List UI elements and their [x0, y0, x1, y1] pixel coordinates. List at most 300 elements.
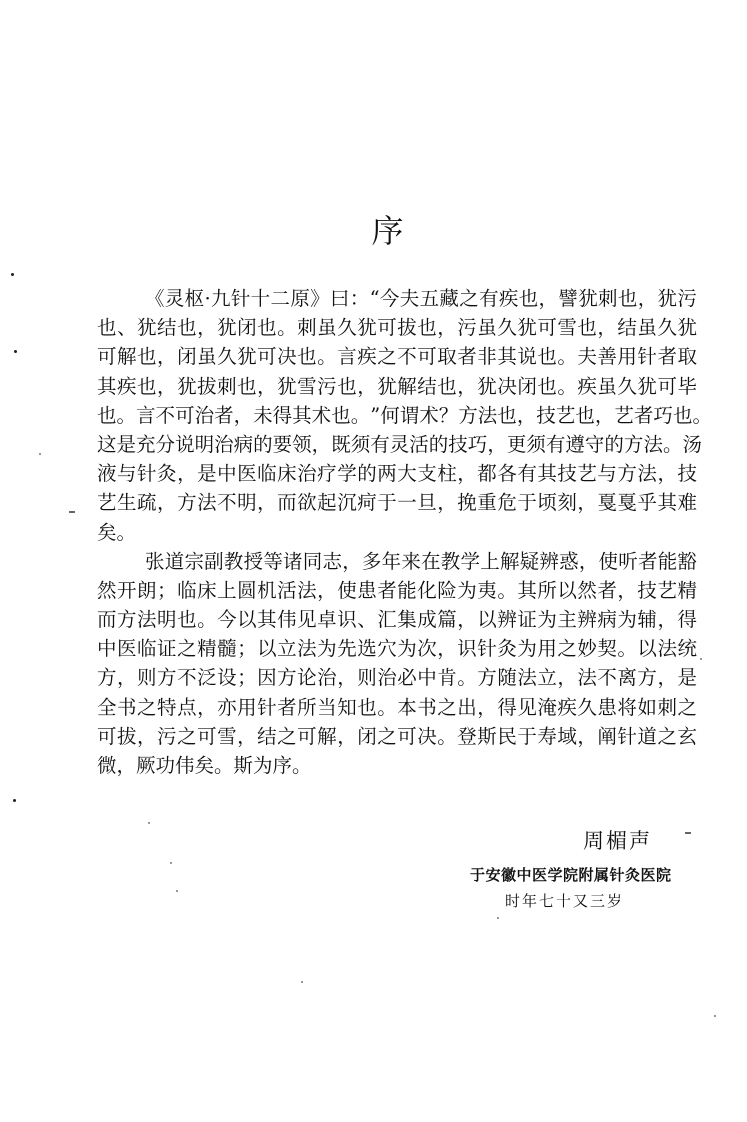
glyph: 出 — [457, 695, 477, 719]
paragraph-1-line-5 — [97, 401, 712, 430]
glyph: 而 — [277, 491, 297, 515]
glyph: 是 — [116, 432, 137, 456]
paragraph-2-line-7 — [97, 722, 697, 751]
glyph: ， — [457, 608, 477, 632]
glyph: 今 — [217, 608, 237, 632]
paragraph-1-line-4 — [97, 372, 697, 401]
glyph: 说 — [517, 345, 537, 369]
glyph: 危 — [497, 491, 517, 515]
glyph: 有 — [517, 462, 537, 486]
glyph: 豁 — [677, 549, 697, 573]
glyph: 授 — [243, 549, 264, 573]
glyph: 久 — [577, 695, 597, 719]
glyph: 闭 — [177, 345, 197, 369]
glyph: 可 — [417, 345, 437, 369]
paragraph-1-line-9 — [97, 518, 697, 547]
glyph: 特 — [157, 695, 177, 719]
glyph: 犹 — [177, 374, 197, 398]
glyph: 为 — [317, 637, 337, 661]
glyph: 化 — [417, 578, 437, 602]
glyph: 技 — [557, 462, 577, 486]
glyph: 是 — [197, 462, 217, 486]
glyph: 疏 — [137, 491, 157, 515]
glyph: 法 — [197, 491, 217, 515]
glyph: 教 — [223, 549, 244, 573]
glyph: 因 — [257, 666, 277, 690]
glyph: 曰 — [329, 287, 350, 310]
glyph: 疾 — [557, 695, 577, 719]
glyph: 张 — [145, 549, 165, 573]
glyph: 明 — [194, 432, 215, 456]
glyph: 解 — [317, 724, 337, 748]
glyph: 所 — [537, 578, 557, 602]
glyph: 之 — [177, 637, 197, 661]
glyph: 能 — [397, 578, 417, 602]
glyph: 上 — [217, 578, 237, 602]
glyph: 辨 — [577, 608, 597, 632]
glyph: 灵 — [389, 432, 410, 456]
glyph: 疑 — [519, 549, 540, 573]
glyph: 犹 — [517, 316, 537, 340]
glyph: 乎 — [637, 491, 657, 515]
glyph: 虽 — [317, 316, 337, 340]
glyph: 闭 — [237, 316, 257, 340]
scan-speck — [14, 350, 17, 353]
paragraph-1-line-1 — [97, 284, 697, 313]
glyph: ： — [349, 287, 370, 310]
glyph: 疾 — [117, 374, 137, 398]
glyph: 《 — [145, 287, 165, 310]
glyph: 可 — [257, 345, 277, 369]
glyph: 离 — [617, 666, 637, 690]
glyph: 道 — [637, 724, 657, 748]
glyph: 为 — [397, 637, 417, 661]
glyph: ， — [437, 491, 457, 515]
glyph: 者 — [633, 403, 654, 427]
glyph: 学 — [337, 462, 357, 486]
glyph: 久 — [337, 316, 357, 340]
scan-speck — [11, 273, 14, 276]
glyph: 机 — [257, 578, 277, 602]
glyph: 技 — [448, 432, 468, 456]
glyph: 其 — [257, 608, 277, 632]
glyph: 如 — [637, 695, 657, 719]
glyph: 闭 — [517, 374, 537, 398]
glyph: 拔 — [397, 316, 417, 340]
glyph: ， — [557, 666, 577, 690]
glyph: 识 — [337, 608, 357, 632]
glyph: 的 — [604, 432, 624, 456]
glyph: 之 — [657, 724, 677, 748]
scan-speck — [714, 1015, 716, 1017]
paragraph-2-line-2 — [97, 576, 697, 605]
glyph: ， — [317, 578, 337, 602]
glyph: 解 — [117, 345, 137, 369]
glyph: ， — [637, 287, 658, 310]
glyph: 篇 — [437, 608, 457, 632]
glyph: 可 — [657, 374, 677, 398]
glyph: 。 — [197, 608, 217, 632]
glyph: 必 — [397, 666, 417, 690]
glyph: 顷 — [537, 491, 557, 515]
glyph: 而 — [97, 608, 117, 632]
glyph: 犹 — [277, 374, 297, 398]
glyph: 志 — [322, 549, 342, 573]
glyph: ， — [157, 345, 177, 369]
glyph: 使 — [337, 578, 357, 602]
glyph: 为 — [537, 608, 557, 632]
glyph: 之 — [459, 287, 479, 310]
glyph: 犹 — [637, 374, 657, 398]
scan-speck — [176, 890, 178, 892]
scan-speck — [700, 658, 702, 660]
glyph: 得 — [497, 695, 517, 719]
glyph: 辅 — [637, 608, 657, 632]
glyph: 可 — [537, 316, 557, 340]
glyph: ？ — [438, 403, 459, 427]
glyph: 灵 — [164, 287, 185, 310]
glyph: 床 — [277, 462, 297, 486]
glyph: 枢 — [184, 287, 205, 310]
author-name: 周楣声 — [583, 829, 652, 853]
glyph: 、 — [357, 608, 377, 632]
glyph: 则 — [357, 666, 377, 690]
glyph: 。 — [557, 374, 577, 398]
glyph: 各 — [497, 462, 517, 486]
glyph: 方 — [177, 491, 197, 515]
glyph: 刻 — [557, 491, 577, 515]
glyph: 书 — [117, 695, 137, 719]
glyph: 法 — [477, 403, 498, 427]
glyph: ， — [538, 287, 559, 310]
glyph: 以 — [257, 637, 277, 661]
glyph: 阐 — [597, 724, 617, 748]
glyph: 艺 — [577, 462, 597, 486]
glyph: 之 — [437, 695, 457, 719]
scan-speck — [13, 799, 16, 802]
glyph: 是 — [677, 666, 697, 690]
glyph: 伟 — [277, 608, 297, 632]
glyph: 识 — [457, 637, 477, 661]
glyph: 污 — [317, 374, 337, 398]
glyph: 譬 — [558, 287, 578, 310]
glyph: 开 — [117, 578, 137, 602]
glyph: 九 — [211, 287, 231, 310]
glyph: 针 — [477, 637, 497, 661]
glyph: 都 — [477, 462, 497, 486]
glyph: ， — [594, 403, 615, 427]
glyph: 何 — [380, 403, 400, 427]
scan-speck — [170, 862, 172, 864]
glyph: 说 — [175, 432, 195, 456]
scan-speck — [301, 981, 303, 983]
glyph: 方 — [623, 432, 644, 456]
paragraph-2-line-4 — [97, 634, 697, 663]
glyph: 拔 — [117, 724, 137, 748]
glyph: 治 — [214, 432, 234, 456]
glyph: 这 — [97, 432, 117, 456]
glyph: ， — [657, 462, 677, 486]
glyph: 立 — [537, 666, 557, 690]
glyph: 先 — [337, 637, 357, 661]
glyph: 拔 — [197, 374, 217, 398]
glyph: 犹 — [578, 287, 598, 310]
glyph: 成 — [417, 608, 437, 632]
glyph: 其 — [497, 345, 517, 369]
glyph: 中 — [417, 666, 437, 690]
glyph: 虽 — [197, 345, 217, 369]
glyph: 可 — [197, 724, 217, 748]
glyph: 方 — [617, 462, 637, 486]
glyph: 为 — [457, 578, 477, 602]
glyph: 善 — [597, 345, 617, 369]
glyph: 戛 — [597, 491, 617, 515]
glyph: 临 — [177, 578, 197, 602]
glyph: 于 — [377, 491, 397, 515]
glyph: 刺 — [657, 695, 677, 719]
glyph: 也 — [97, 316, 117, 340]
glyph: 遵 — [565, 432, 585, 456]
scan-speck — [685, 832, 691, 834]
glyph: 艺 — [657, 578, 677, 602]
glyph: 也 — [237, 374, 257, 398]
glyph: 之 — [377, 345, 397, 369]
glyph: 。 — [457, 666, 477, 690]
glyph: 疗 — [317, 462, 337, 486]
glyph: 明 — [157, 608, 177, 632]
glyph: 原 — [290, 287, 310, 310]
glyph: 肯 — [437, 666, 457, 690]
glyph: ， — [577, 491, 597, 515]
glyph: 为 — [617, 608, 637, 632]
glyph: 医 — [117, 637, 137, 661]
glyph: 者 — [277, 695, 297, 719]
glyph: 虽 — [637, 316, 657, 340]
paragraph-2-line-1 — [97, 547, 697, 576]
glyph: 当 — [317, 695, 337, 719]
glyph: 术 — [311, 403, 332, 427]
glyph: 精 — [677, 578, 697, 602]
glyph: 患 — [597, 695, 617, 719]
glyph: 也 — [575, 403, 595, 427]
glyph: 用 — [617, 345, 637, 369]
glyph: 。 — [437, 724, 457, 748]
glyph: 五 — [419, 287, 440, 310]
glyph: 艺 — [614, 403, 634, 427]
glyph: 也 — [537, 374, 557, 398]
glyph: 淹 — [537, 695, 557, 719]
glyph: 污 — [677, 287, 697, 310]
glyph: 得 — [677, 608, 697, 632]
glyph: 分 — [155, 432, 176, 456]
glyph: 。 — [116, 403, 137, 427]
glyph: 副 — [204, 549, 224, 573]
glyph: 病 — [233, 432, 254, 456]
glyph: 针 — [257, 695, 277, 719]
glyph: 年 — [381, 549, 402, 573]
glyph: 疾 — [577, 374, 597, 398]
glyph: 其 — [657, 491, 677, 515]
glyph: 随 — [497, 666, 517, 690]
glyph: 也 — [137, 345, 157, 369]
glyph: 将 — [617, 695, 637, 719]
glyph: 法 — [637, 462, 657, 486]
glyph: 中 — [217, 462, 237, 486]
glyph: 其 — [97, 374, 117, 398]
glyph: 宗 — [184, 549, 204, 573]
glyph: 。 — [317, 345, 337, 369]
glyph: 犹 — [357, 316, 377, 340]
glyph: 灸 — [497, 637, 517, 661]
glyph: 方 — [477, 666, 497, 690]
glyph: 艺 — [555, 403, 576, 427]
glyph: 挽 — [457, 491, 477, 515]
glyph: 解 — [397, 374, 417, 398]
glyph: 法 — [517, 666, 537, 690]
glyph: 方 — [97, 666, 117, 690]
glyph: 的 — [357, 462, 377, 486]
glyph: 其 — [292, 403, 312, 427]
glyph: 之 — [177, 724, 197, 748]
glyph: 同 — [302, 549, 323, 573]
glyph: ， — [137, 724, 157, 748]
glyph: ， — [437, 316, 457, 340]
glyph: 久 — [497, 316, 517, 340]
glyph: 等 — [263, 549, 283, 573]
glyph: ， — [237, 724, 257, 748]
glyph: 生 — [117, 491, 137, 515]
glyph: 本 — [397, 695, 417, 719]
glyph: 刺 — [297, 316, 317, 340]
glyph: 以 — [637, 637, 657, 661]
glyph: 支 — [417, 462, 437, 486]
scan-speck — [148, 822, 150, 824]
glyph: 点 — [177, 695, 197, 719]
glyph: 也 — [177, 608, 197, 632]
glyph: 治 — [317, 666, 337, 690]
glyph: 治 — [377, 666, 397, 690]
glyph: 起 — [317, 491, 337, 515]
glyph: ， — [233, 403, 254, 427]
glyph: 可 — [297, 724, 317, 748]
glyph: 大 — [397, 462, 417, 486]
glyph: 法 — [137, 608, 157, 632]
glyph: ， — [257, 374, 277, 398]
glyph: 。 — [662, 432, 683, 456]
glyph: 与 — [117, 462, 137, 486]
glyph: 治 — [297, 462, 317, 486]
glyph: 须 — [526, 432, 546, 456]
glyph: 有 — [545, 432, 566, 456]
glyph: 雪 — [297, 374, 317, 398]
glyph: “ — [369, 287, 380, 310]
glyph: 也 — [297, 345, 317, 369]
glyph: 见 — [517, 695, 537, 719]
glyph: ； — [157, 578, 177, 602]
glyph: 选 — [357, 637, 377, 661]
glyph: 更 — [506, 432, 527, 456]
glyph: 十 — [250, 287, 271, 310]
glyph: 可 — [377, 316, 397, 340]
glyph: 也 — [357, 695, 377, 719]
glyph: 也 — [518, 287, 539, 310]
glyph: 学 — [460, 549, 481, 573]
author-affiliation: 于安徽中医学院附属针灸医院 — [470, 866, 672, 884]
glyph: 污 — [457, 316, 477, 340]
glyph: 针 — [230, 287, 251, 310]
glyph: 法 — [297, 578, 317, 602]
glyph: 也 — [97, 403, 117, 427]
glyph: 犹 — [137, 316, 157, 340]
glyph: 犹 — [677, 316, 697, 340]
glyph: 道 — [164, 549, 185, 573]
glyph: 之 — [677, 695, 697, 719]
glyph: 方 — [157, 666, 177, 690]
glyph: 卓 — [317, 608, 337, 632]
glyph: 也 — [577, 316, 597, 340]
glyph: 用 — [237, 695, 257, 719]
glyph: ， — [257, 491, 277, 515]
glyph: 不 — [217, 491, 237, 515]
glyph: 方 — [458, 403, 478, 427]
glyph: 雪 — [557, 316, 577, 340]
glyph: 犹 — [477, 374, 497, 398]
glyph: 疾 — [357, 345, 377, 369]
glyph: 书 — [417, 695, 437, 719]
glyph: 取 — [677, 345, 697, 369]
glyph: 虽 — [597, 374, 617, 398]
glyph: 之 — [557, 637, 577, 661]
glyph: 欲 — [297, 491, 317, 515]
glyph: 所 — [297, 695, 317, 719]
glyph: 法 — [577, 666, 597, 690]
glyph: ” — [370, 403, 381, 427]
glyph: 闭 — [357, 724, 377, 748]
glyph: 统 — [677, 637, 697, 661]
glyph: 一 — [397, 491, 417, 515]
glyph: 不 — [155, 403, 176, 427]
glyph: 》 — [310, 287, 330, 310]
glyph: 言 — [136, 403, 156, 427]
glyph: 斯 — [477, 724, 497, 748]
glyph: 登 — [457, 724, 477, 748]
glyph: 二 — [270, 287, 290, 310]
glyph: 穴 — [377, 637, 397, 661]
glyph: 然 — [577, 578, 597, 602]
text-line: 微，厥功伟矣。斯为序。 — [97, 754, 312, 777]
glyph: 髓 — [217, 637, 237, 661]
glyph: 辨 — [497, 608, 517, 632]
glyph: 须 — [350, 432, 371, 456]
paragraph-2-line-5 — [97, 663, 697, 692]
glyph: 。 — [377, 695, 397, 719]
glyph: 见 — [297, 608, 317, 632]
glyph: 集 — [397, 608, 417, 632]
glyph: 临 — [137, 637, 157, 661]
glyph: 。 — [277, 316, 297, 340]
scan-speck — [69, 511, 75, 513]
glyph: ； — [237, 637, 257, 661]
glyph: 活 — [409, 432, 429, 456]
glyph: 疾 — [498, 287, 519, 310]
glyph: 也 — [437, 374, 457, 398]
glyph: 可 — [175, 403, 195, 427]
glyph: ， — [337, 666, 357, 690]
glyph: ， — [578, 549, 599, 573]
glyph: 夫 — [577, 345, 597, 369]
glyph: 充 — [136, 432, 156, 456]
glyph: 也 — [417, 316, 437, 340]
